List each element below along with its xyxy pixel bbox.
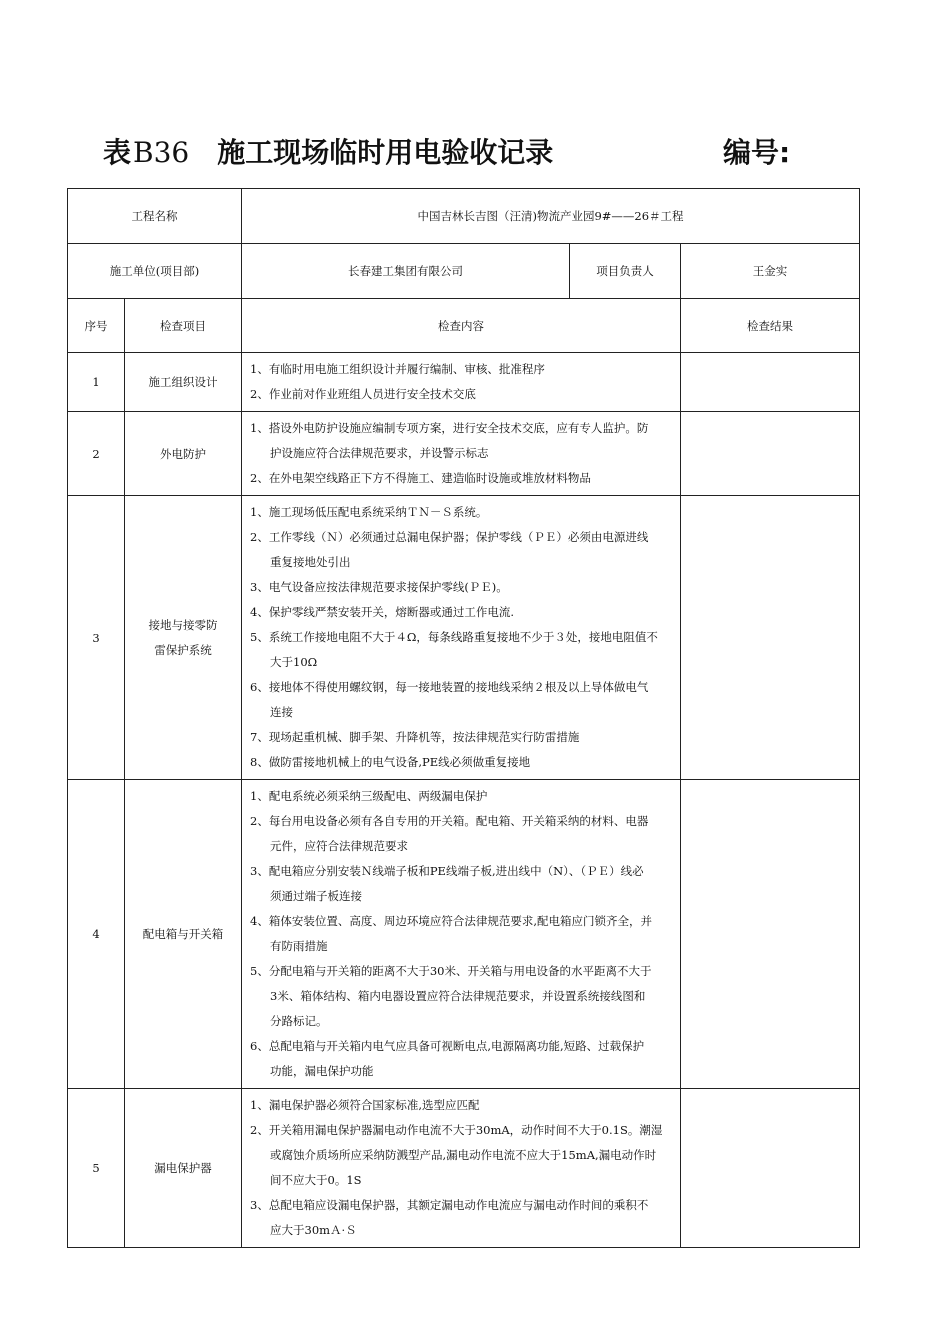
manager-label: 项目负责人 bbox=[570, 244, 681, 299]
row-no: 5 bbox=[68, 1089, 125, 1248]
title-row bbox=[103, 131, 803, 173]
content-line: 2、工作零线（Ｎ）必须通过总漏电保护器；保护零线（ＰＥ）必须由电源进线 bbox=[250, 530, 649, 544]
table-row bbox=[68, 1089, 860, 1248]
content-line: 或腐蚀介质场所应采纳防溅型产品,漏电动作电流不应大于15mA,漏电动作时 bbox=[270, 1148, 657, 1162]
content-line: 1、施工现场低压配电系统采纳ＴＮ－Ｓ系统。 bbox=[250, 505, 488, 519]
inspection-table bbox=[67, 188, 860, 1248]
content-line: 2、开关箱用漏电保护器漏电动作电流不大于30mA，动作时间不大于0.1S。潮湿 bbox=[250, 1123, 663, 1137]
content-line: 2、作业前对作业班组人员进行安全技术交底 bbox=[250, 387, 476, 401]
content-line: 分路标记。 bbox=[270, 1014, 328, 1028]
manager-value: 王金实 bbox=[681, 244, 860, 299]
row-no: 3 bbox=[68, 496, 125, 780]
content-line: 2、每台用电设备必须有各自专用的开关箱。配电箱、开关箱采纳的材料、电器 bbox=[250, 814, 649, 828]
content-line: 5、系统工作接地电阻不大于４Ω，每条线路重复接地不少于３处，接地电阻值不 bbox=[250, 630, 658, 644]
row-content bbox=[242, 780, 681, 1089]
content-line: 护设施应符合法律规范要求，并设警示标志 bbox=[270, 446, 489, 460]
content-line: 元件，应符合法律规范要求 bbox=[270, 839, 408, 853]
project-name-label: 工程名称 bbox=[68, 189, 242, 244]
row-item: 外电防护 bbox=[125, 412, 242, 496]
row-no: 2 bbox=[68, 412, 125, 496]
title-code: B36 bbox=[133, 136, 190, 169]
content-line: 3米、箱体结构、箱内电器设置应符合法律规范要求，并设置系统接线图和 bbox=[270, 989, 646, 1003]
content-line: 1、有临时用电施工组织设计并履行编制、审核、批准程序 bbox=[250, 362, 545, 376]
col-header-no: 序号 bbox=[68, 299, 125, 353]
form-title bbox=[103, 131, 553, 171]
content-line: 7、现场起重机械、脚手架、升降机等，按法律规范实行防雷措施 bbox=[250, 730, 580, 744]
table-row bbox=[68, 353, 860, 412]
content-line: 1、漏电保护器必须符合国家标准,选型应匹配 bbox=[250, 1098, 480, 1112]
row-item: 配电箱与开关箱 bbox=[125, 780, 242, 1089]
row-content bbox=[242, 1089, 681, 1248]
row-item-line: 接地与接零防 bbox=[148, 617, 218, 632]
row-no: 1 bbox=[68, 353, 125, 412]
row-item-line: 雷保护系统 bbox=[154, 642, 212, 657]
row-content bbox=[242, 496, 681, 780]
row-content bbox=[242, 412, 681, 496]
row-no: 4 bbox=[68, 780, 125, 1089]
row-result[interactable] bbox=[681, 496, 860, 780]
row-item: 施工组织设计 bbox=[125, 353, 242, 412]
content-line: 间不应大于0。1S bbox=[270, 1173, 362, 1187]
content-line: 大于10Ω bbox=[270, 655, 318, 669]
table-row bbox=[68, 412, 860, 496]
content-line: 4、保护零线严禁安装开关，熔断器或通过工作电流. bbox=[250, 605, 514, 619]
content-line: 1、配电系统必须采纳三级配电、两级漏电保护 bbox=[250, 789, 488, 803]
title-prefix: 表 bbox=[103, 136, 132, 169]
row-content bbox=[242, 353, 681, 412]
contractor-value: 长春建工集团有限公司 bbox=[242, 244, 570, 299]
content-line: 5、分配电箱与开关箱的距离不大于30米、开关箱与用电设备的水平距离不大于 bbox=[250, 964, 652, 978]
content-line: 应大于30mＡ·Ｓ bbox=[270, 1223, 357, 1237]
content-line: 功能，漏电保护功能 bbox=[270, 1064, 374, 1078]
content-line: 4、箱体安装位置、高度、周边环境应符合法律规范要求,配电箱应门锁齐全，并 bbox=[250, 914, 652, 928]
content-line: 3、配电箱应分别安装Ｎ线端子板和PE线端子板,进出线中（N）、（ＰＥ）线必 bbox=[250, 864, 644, 878]
content-line: 6、总配电箱与开关箱内电气应具备可视断电点,电源隔离功能,短路、过载保护 bbox=[250, 1039, 645, 1053]
form-number-label: 编号: bbox=[723, 136, 791, 169]
content-line: 须通过端子板连接 bbox=[270, 889, 362, 903]
table-row bbox=[68, 496, 860, 780]
contractor-row bbox=[68, 244, 860, 299]
content-line: 3、总配电箱应设漏电保护器，其额定漏电动作电流应与漏电动作时间的乘积不 bbox=[250, 1198, 649, 1212]
content-line: 2、在外电架空线路正下方不得施工、建造临时设施或堆放材料物品 bbox=[250, 471, 591, 485]
row-result[interactable] bbox=[681, 780, 860, 1089]
col-header-item: 检查项目 bbox=[125, 299, 242, 353]
col-header-content: 检查内容 bbox=[242, 299, 681, 353]
content-line: 重复接地处引出 bbox=[270, 555, 351, 569]
column-header-row bbox=[68, 299, 860, 353]
contractor-label: 施工单位(项目部) bbox=[68, 244, 242, 299]
row-result[interactable] bbox=[681, 412, 860, 496]
row-item: 漏电保护器 bbox=[125, 1089, 242, 1248]
table-row bbox=[68, 780, 860, 1089]
title-name: 施工现场临时用电验收记录 bbox=[217, 136, 554, 169]
project-name-row bbox=[68, 189, 860, 244]
content-line: 有防雨措施 bbox=[270, 939, 328, 953]
row-result[interactable] bbox=[681, 1089, 860, 1248]
content-line: 1、搭设外电防护设施应编制专项方案，进行安全技术交底，应有专人监护。防 bbox=[250, 421, 649, 435]
row-item bbox=[125, 496, 242, 780]
content-line: 连接 bbox=[270, 705, 293, 719]
row-result[interactable] bbox=[681, 353, 860, 412]
content-line: 6、接地体不得使用螺纹钢，每一接地装置的接地线采纳２根及以上导体做电气 bbox=[250, 680, 649, 694]
col-header-result: 检查结果 bbox=[681, 299, 860, 353]
content-line: 3、电气设备应按法律规范要求接保护零线(ＰＥ)。 bbox=[250, 580, 508, 594]
project-name-value: 中国吉林长吉图（汪清)物流产业园9#——26＃工程 bbox=[242, 189, 860, 244]
content-line: 8、做防雷接地机械上的电气设备,PE线必须做重复接地 bbox=[250, 755, 531, 769]
